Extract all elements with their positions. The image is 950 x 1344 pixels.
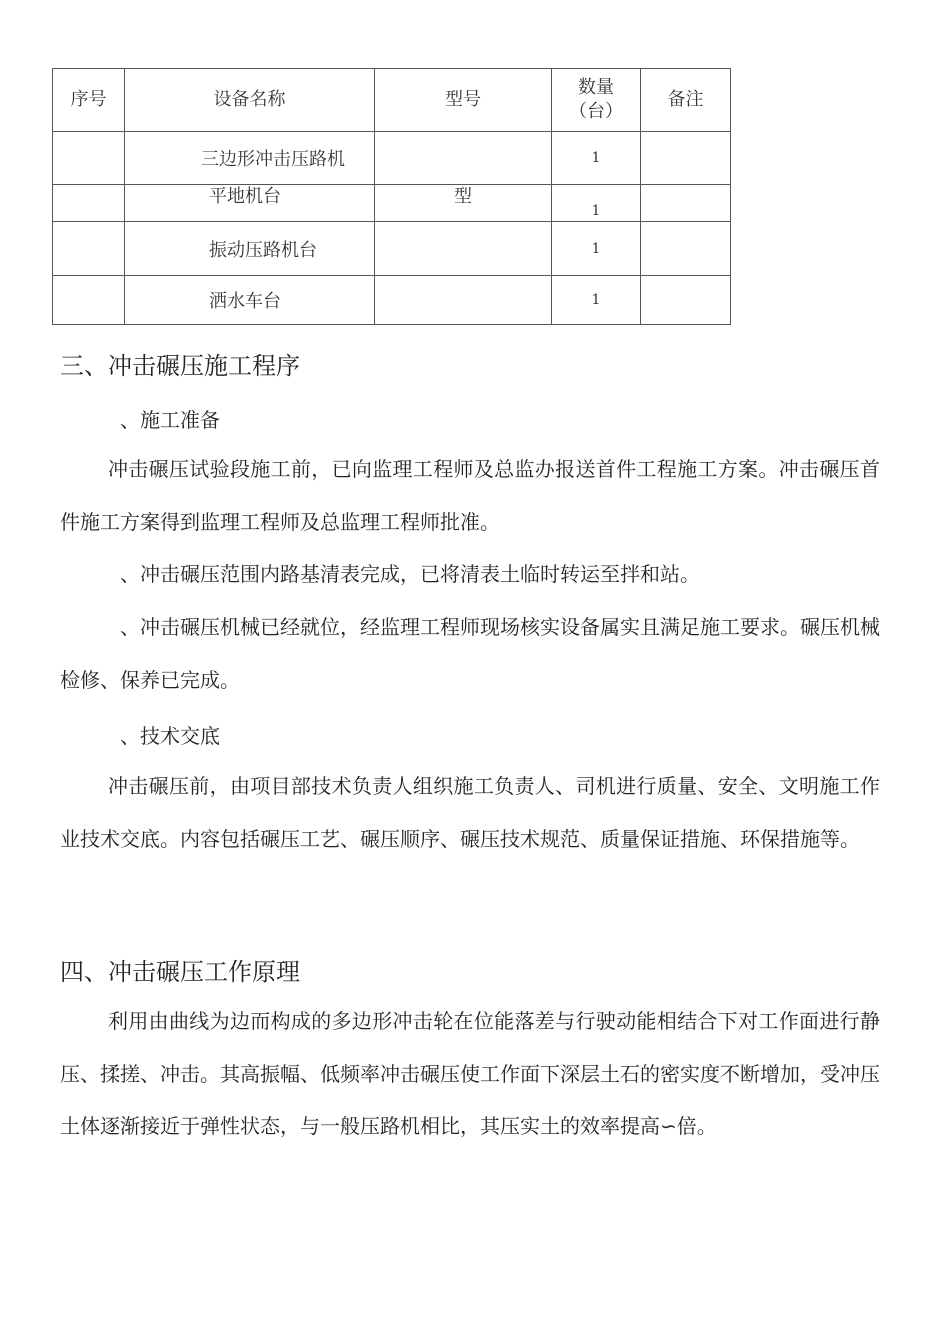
cell-index <box>53 276 125 325</box>
section3-p1: 冲击碾压试验段施工前，已向监理工程师及总监办报送首件工程施工方案。冲击碾压首件施工方案得到监理工程师及总监理工程师批准。 <box>60 457 880 534</box>
cell-note <box>641 222 731 276</box>
cell-note <box>641 132 731 185</box>
section3-p2: 、冲击碾压范围内路基清表完成，已将清表土临时转运至拌和站。 <box>120 562 700 586</box>
cell-model-text: 型 <box>454 186 472 207</box>
cell-name: 三边形冲击压路机 <box>125 132 375 185</box>
table-row <box>53 132 731 185</box>
header-qty-line2: （台） <box>569 101 623 122</box>
section3-p4: 冲击碾压前，由项目部技术负责人组织施工负责人、司机进行质量、安全、文明施工作业技术交底。内容包括碾压工艺、碾压顺序、碾压技术规范、质量保证措施、环保措施等。 <box>60 774 880 851</box>
cell-name: 洒水车台 <box>125 276 375 325</box>
cell-index <box>53 222 125 276</box>
header-name: 设备名称 <box>125 69 375 132</box>
cell-name <box>125 185 375 222</box>
cell-qty: 1 <box>552 222 641 276</box>
cell-name-text: 平地机台 <box>209 186 281 207</box>
cell-model <box>375 132 552 185</box>
cell-model <box>375 276 552 325</box>
equipment-table <box>52 68 731 325</box>
table-row <box>53 276 731 325</box>
section4-p1: 利用由曲线为边而构成的多边形冲击轮在位能落差与行驶动能相结合下对工作面进行静压、揉搓、冲击。其高振幅、低频率冲击碾压使工作面下深层土石的密实度不断增加，受冲压土体逐渐接近于弹性状态，与一般压路机相比，其压实土的效率提高∽倍。 <box>60 1009 880 1138</box>
cell-note <box>641 185 731 222</box>
header-model: 型号 <box>375 69 552 132</box>
header-note: 备注 <box>641 69 731 132</box>
cell-name: 振动压路机台 <box>125 222 375 276</box>
cell-model <box>375 222 552 276</box>
cell-qty: 1 <box>552 132 641 185</box>
section3-title: 三、冲击碾压施工程序 <box>60 352 300 380</box>
cell-index <box>53 185 125 222</box>
section3-sub1: 、施工准备 <box>120 408 220 432</box>
header-qty <box>552 69 641 132</box>
cell-qty-text: 1 <box>591 203 601 219</box>
cell-index <box>53 132 125 185</box>
cell-model <box>375 185 552 222</box>
section3-p3: 、冲击碾压机械已经就位，经监理工程师现场核实设备属实且满足施工要求。碾压机械检修、保养已完成。 <box>60 615 880 692</box>
cell-note <box>641 276 731 325</box>
section4-title: 四、冲击碾压工作原理 <box>60 958 300 986</box>
table-row <box>53 185 731 222</box>
cell-qty <box>552 185 641 222</box>
section3-sub2: 、技术交底 <box>120 724 220 748</box>
table-row <box>53 222 731 276</box>
header-index: 序号 <box>53 69 125 132</box>
header-qty-line1: 数量 <box>578 77 614 98</box>
table-header-row <box>53 69 731 132</box>
cell-qty: 1 <box>552 276 641 325</box>
